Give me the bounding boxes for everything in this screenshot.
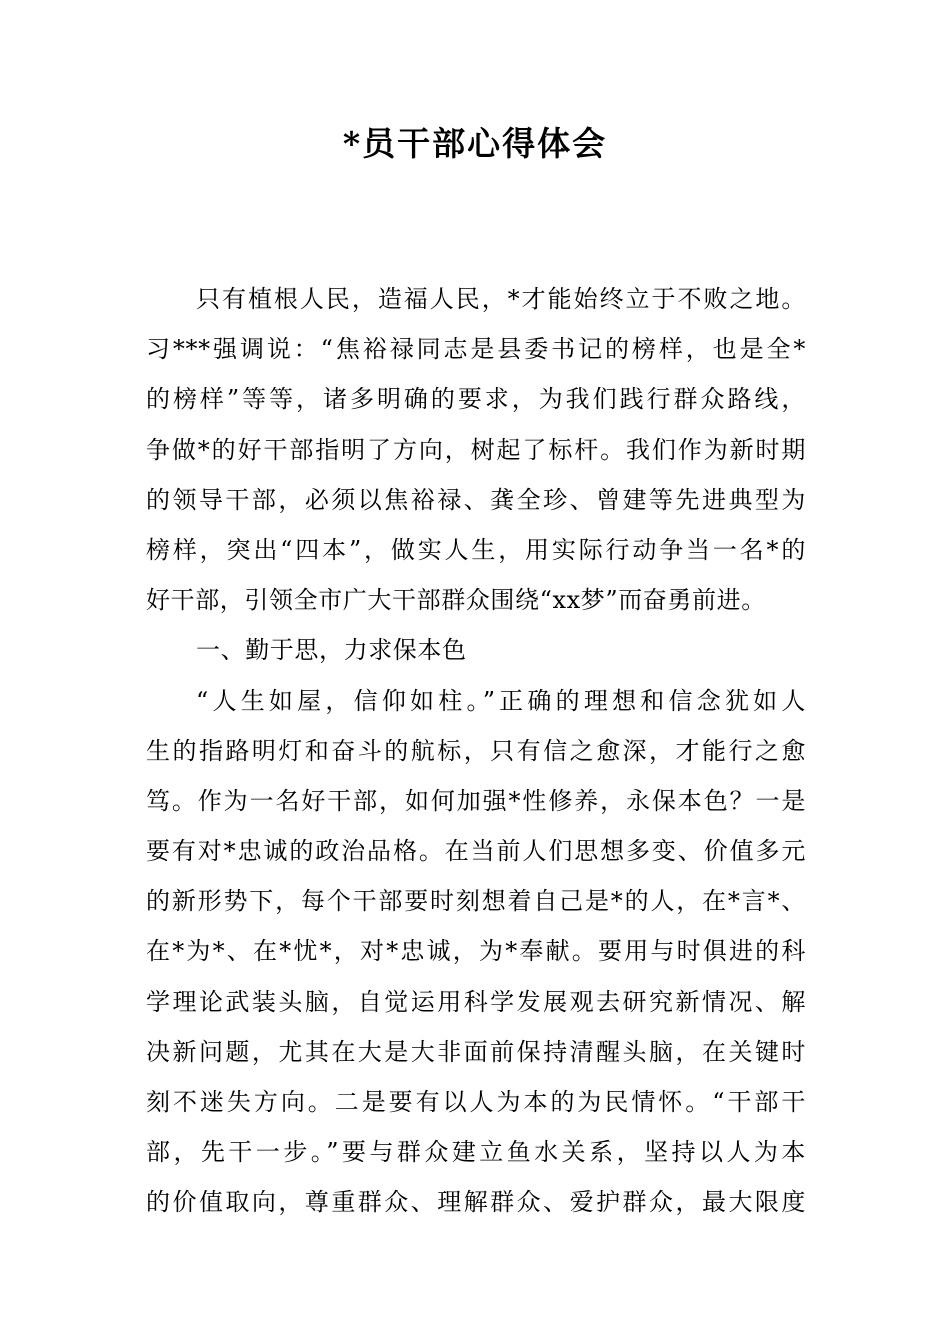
paragraph-line: 在*为*、在*忧*，对*忠诚，为*奉献。要用与时俱进的科 xyxy=(146,937,806,966)
paragraph-line: 的榜样”等等，诸多明确的要求，为我们践行群众路线， xyxy=(146,385,806,414)
paragraph-line: 习***强调说：“焦裕禄同志是县委书记的榜样，也是全* xyxy=(146,335,806,364)
document-body xyxy=(146,274,806,1228)
paragraph-line: 的新形势下，每个干部要时刻想着自己是*的人，在*言*、 xyxy=(146,887,806,916)
paragraph-line: 决新问题，尤其在大是大非面前保持清醒头脑，在关键时 xyxy=(146,1037,806,1066)
section-heading: 一、勤于思，力求保本色 xyxy=(196,636,467,665)
paragraph-line: 学理论武装头脑，自觉运用科学发展观去研究新情况、解 xyxy=(146,987,806,1016)
paragraph-line: 笃。作为一名好干部，如何加强*性修养，永保本色？一是 xyxy=(146,786,806,815)
paragraph-line: 榜样，突出“四本”，做实人生，用实际行动争当一名*的 xyxy=(146,535,806,564)
paragraph-line: 只有植根人民，造福人民，*才能始终立于不败之地。 xyxy=(196,285,806,313)
paragraph-line: 部，先干一步。”要与群众建立鱼水关系，坚持以人为本 xyxy=(146,1138,806,1167)
paragraph-line: 的价值取向，尊重群众、理解群众、爱护群众，最大限度 xyxy=(146,1188,806,1217)
paragraph-line: 生的指路明灯和奋斗的航标，只有信之愈深，才能行之愈 xyxy=(146,736,806,765)
paragraph-line: 要有对*忠诚的政治品格。在当前人们思想多变、价值多元 xyxy=(146,837,806,866)
paragraph-line: 的领导干部，必须以焦裕禄、龚全珍、曾建等先进典型为 xyxy=(146,485,806,514)
document-title: *员干部心得体会 xyxy=(342,124,608,163)
paragraph-line: 好干部，引领全市广大干部群众围绕“xx梦”而奋勇前进。 xyxy=(146,586,766,615)
paragraph-line: 争做*的好干部指明了方向，树起了标杆。我们作为新时期 xyxy=(146,435,806,464)
paragraph-line: 刻不迷失方向。二是要有以人为本的为民情怀。“干部干 xyxy=(146,1088,806,1116)
paragraph-line: “人生如屋，信仰如柱。”正确的理想和信念犹如人 xyxy=(196,686,806,715)
